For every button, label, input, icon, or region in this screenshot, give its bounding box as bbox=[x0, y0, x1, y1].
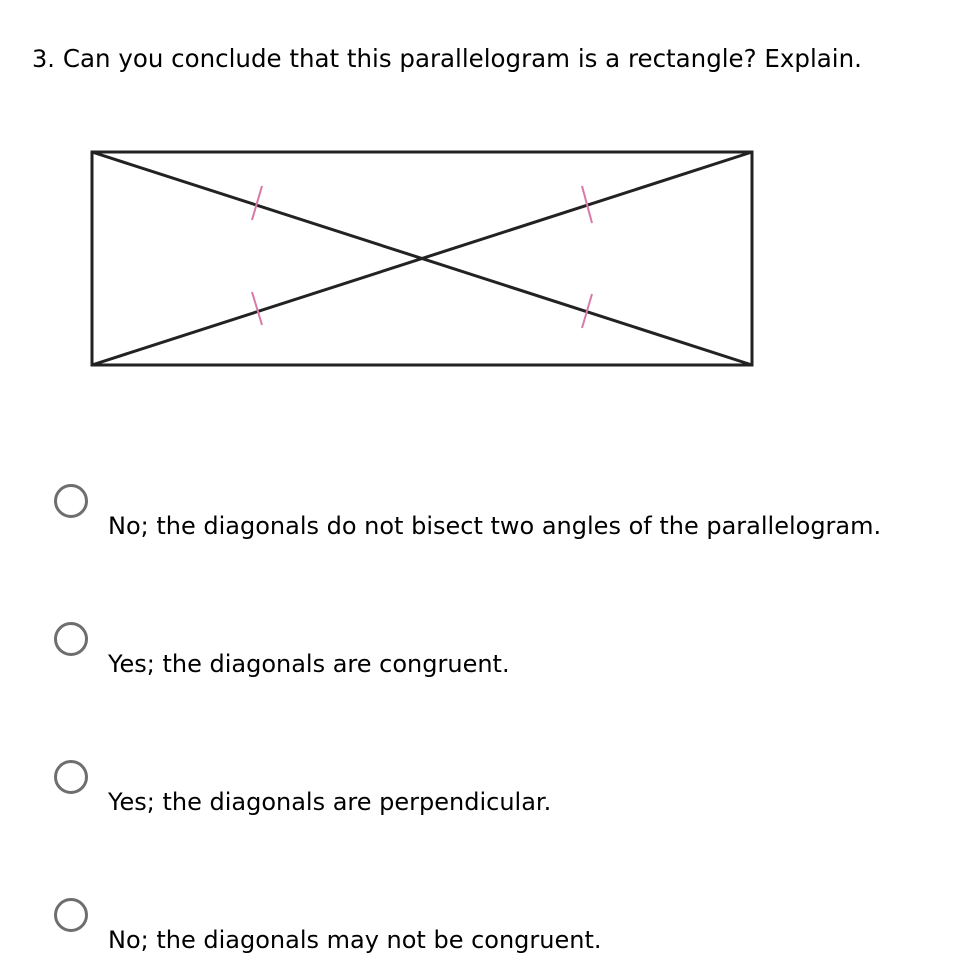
answer-option-label: No; the diagonals do not bisect two angles of the parallelogram. bbox=[108, 512, 882, 540]
answer-option-1[interactable] bbox=[0, 480, 976, 560]
radio-button[interactable] bbox=[54, 760, 88, 794]
answer-option-label: Yes; the diagonals are congruent. bbox=[108, 650, 510, 678]
parallelogram-figure bbox=[0, 0, 976, 420]
answer-option-2[interactable] bbox=[0, 618, 976, 698]
answer-option-4[interactable] bbox=[0, 894, 976, 974]
radio-button[interactable] bbox=[54, 898, 88, 932]
congruence-tick-lower-left bbox=[252, 292, 262, 325]
radio-button[interactable] bbox=[54, 484, 88, 518]
question-text: Can you conclude that this parallelogram is a rectangle? Explain. bbox=[62, 44, 862, 73]
answer-option-label: Yes; the diagonals are perpendicular. bbox=[108, 788, 552, 816]
question-number: 3. bbox=[32, 45, 55, 73]
radio-button[interactable] bbox=[54, 622, 88, 656]
answer-option-3[interactable] bbox=[0, 756, 976, 836]
answer-option-label: No; the diagonals may not be congruent. bbox=[108, 926, 602, 954]
